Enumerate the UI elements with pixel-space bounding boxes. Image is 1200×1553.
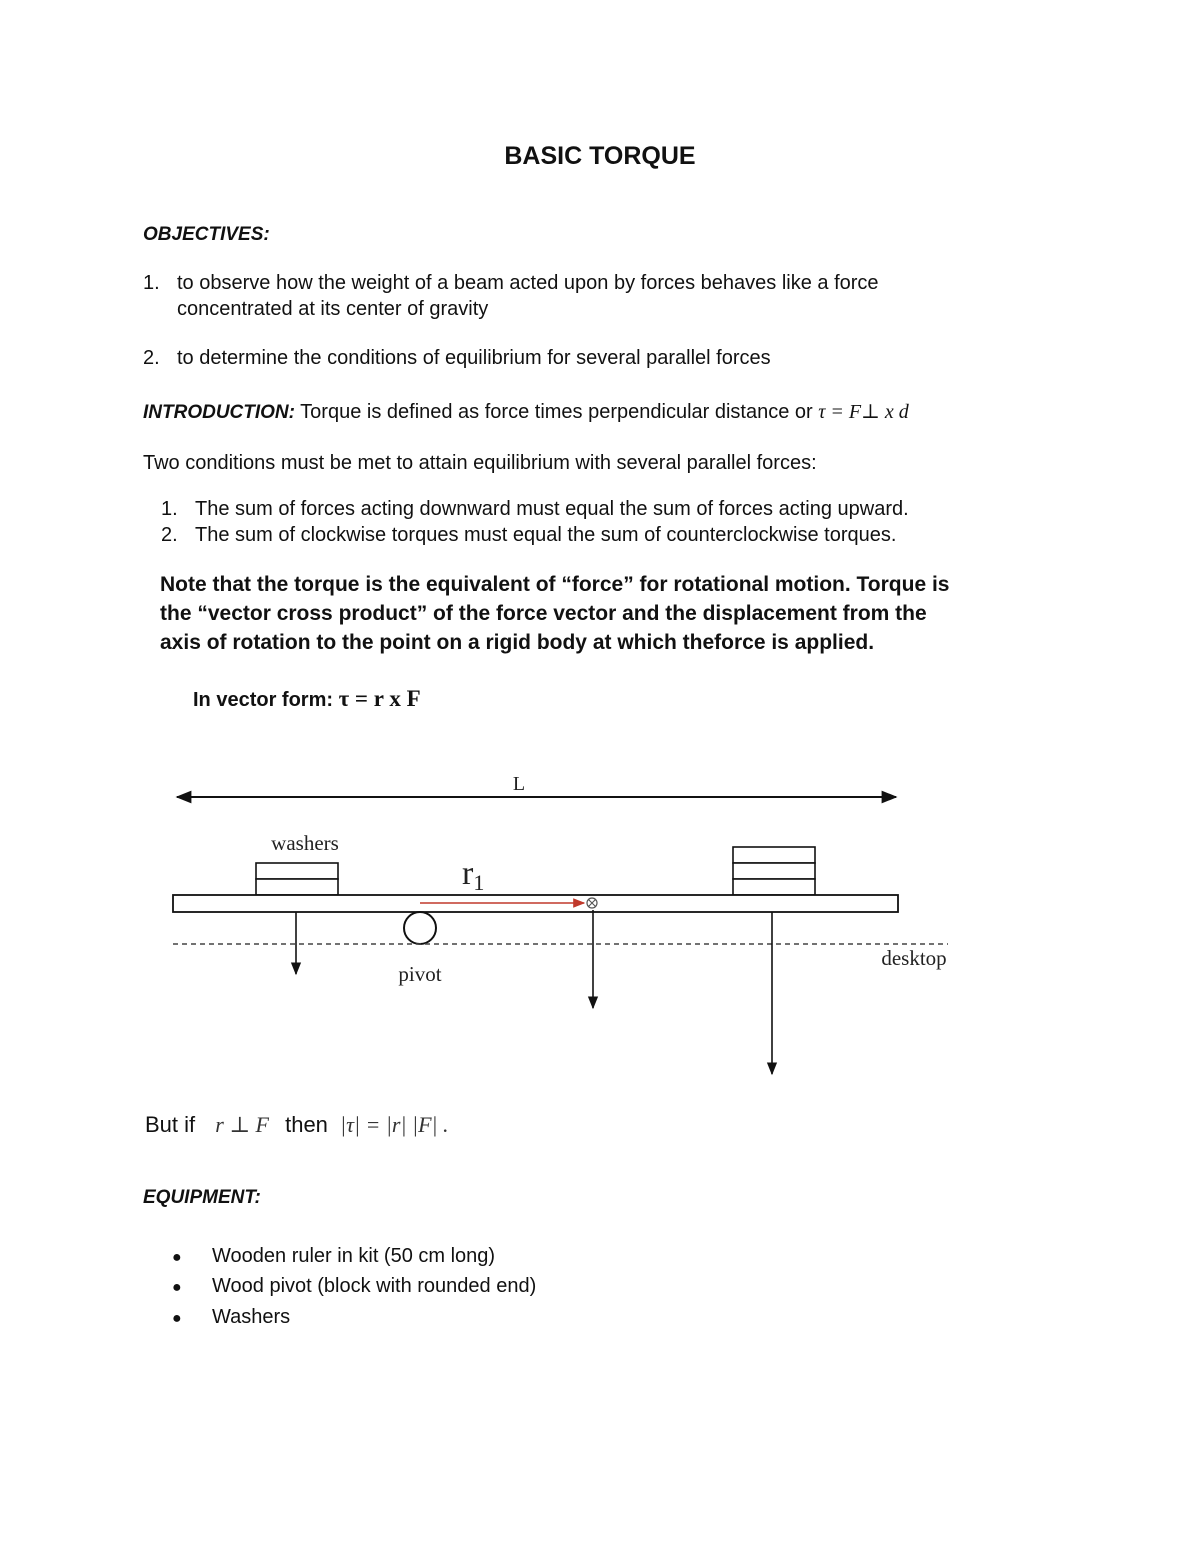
washers-label: washers [271,831,339,855]
note-line: axis of rotation to the point on a rigid body at which theforce is applied. [160,631,875,654]
condition-number: 1. [161,498,178,520]
objective-text: to observe how the weight of a beam acted upon by forces behaves like a force [177,272,879,294]
introduction-text: Torque is defined as force times perpendicular distance or [294,401,819,423]
note-line: the “vector cross product” of the force vector and the displacement from the [160,602,927,625]
objective-item-1 [143,270,1043,322]
equipment-text: Wood pivot (block with rounded end) [212,1275,537,1297]
equipment-item [172,1304,290,1332]
equipment-text: Washers [212,1306,291,1328]
note-paragraph [160,570,1120,657]
condition-number: 2. [161,524,178,546]
condition-item-2 [161,522,1111,548]
page-title: BASIC TORQUE [504,142,696,170]
objective-number: 1. [143,272,160,294]
pivot-label: pivot [398,962,442,986]
desktop-label: desktop [881,946,947,970]
introduction-paragraph [143,399,1093,426]
perpendicular-condition [145,1112,449,1138]
objective-number: 2. [143,347,160,369]
torque-formula: τ = F⊥ x d [818,401,909,423]
condition-text: The sum of forces acting downward must equal the sum of forces acting upward. [195,498,909,520]
conditions-intro: Two conditions must be met to attain equilibrium with several parallel forces: [143,452,817,474]
introduction-heading: INTRODUCTION: [143,402,295,423]
vector-form-line [193,686,421,712]
condition-text: The sum of clockwise torques must equal the sum of counterclockwise torques. [195,524,897,546]
beam-diagram [0,760,1200,1090]
objective-item-2 [143,345,1043,371]
condition-item-1 [161,496,1111,522]
left-washer [256,863,338,879]
r1-label: r1 [462,855,485,895]
pivot-circle [404,912,436,944]
bullet-icon: ● [172,1249,182,1266]
right-washer [733,863,815,879]
note-line: Note that the torque is the equivalent of “force” for rotational motion. Torque is [160,573,950,596]
bullet-icon: ● [172,1310,182,1327]
equipment-item [172,1243,495,1271]
objectives-heading: OBJECTIVES: [143,224,270,245]
vector-form-label: In vector form: [193,689,339,711]
perpendicular-formula: r ⊥ F [215,1112,269,1137]
objective-text: to determine the conditions of equilibrium for several parallel forces [177,347,771,369]
magnitude-formula: |τ| = |r| |F| . [340,1112,449,1137]
but-if-text: But if [145,1112,196,1137]
equipment-item [172,1273,536,1301]
length-label: L [512,773,526,795]
vector-form-formula: τ = r x F [338,686,421,711]
equipment-text: Wooden ruler in kit (50 cm long) [212,1245,496,1267]
equipment-heading: EQUIPMENT: [143,1187,261,1208]
right-washer [733,879,815,895]
left-washer [256,879,338,895]
then-text: then [285,1112,328,1137]
bullet-icon: ● [172,1279,182,1296]
objective-text-continued: concentrated at its center of gravity [177,298,489,320]
right-washer [733,847,815,863]
